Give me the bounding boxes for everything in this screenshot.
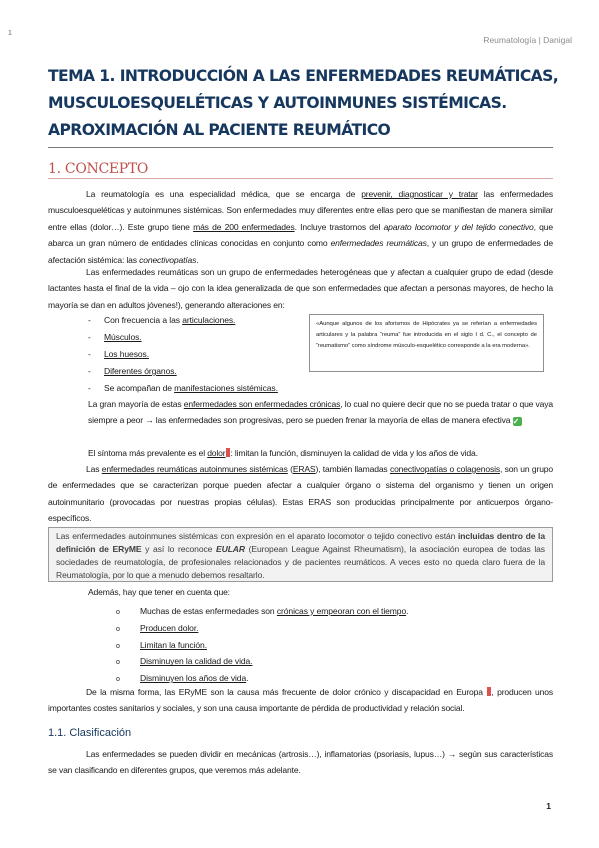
- text-run: Las enfermedades autoinmunes sistémicas con expresión en el aparato locomotor o tejido conectivo están: [56, 531, 459, 541]
- text-run: De la misma forma, las ERyME son la causa más frecuente de dolor crónico y discapacidad en Europa: [86, 687, 487, 697]
- underlined-text: ERAS: [292, 464, 316, 474]
- paragraph-chronic: [88, 396, 553, 429]
- paragraph-heterogeneous: Las enfermedades reumáticas son un grupo de enfermedades heterogéneas que y afectan a cualquier grupo de edad (desde lactantes hasta el final de la vida – ojo con la idea generalizada de que son enfermedades que afectan a personas mayores, de hecho la mayoría se dan en adultos jóvenes!), generando alteraciones en:: [48, 267, 553, 310]
- list-item: [116, 621, 408, 638]
- text-run: y así lo reconoce: [141, 544, 217, 554]
- paragraph-classification: Las enfermedades se pueden dividir en mecánicas (artrosis…), inflamatorias (psoriasis, lupus…) → según sus características se van clasificando en diferentes grupos, que veremos más adelante.: [48, 749, 553, 776]
- underlined-text: enfermedades reumáticas autoinmunes sistémicas: [101, 464, 288, 474]
- underlined-text: dolor: [207, 448, 226, 458]
- text-run: , y un grupo de enfermedades de afectación sistémica: las: [48, 238, 553, 265]
- underlined-text: prevenir, diagnosticar y tratar: [361, 189, 478, 199]
- paragraph-europe: [48, 684, 553, 717]
- underlined-text: Disminuyen la calidad de vida.: [140, 656, 253, 667]
- text-run: , lo cual no quiere decir que no se pueda tratar o que vaya siempre a peor → las enfermedades son progresivas, pero se pueden frenar la mayoría de ellas de manera efectiva: [88, 399, 554, 426]
- text-run: Muchas de estas enfermedades son: [140, 606, 277, 616]
- italic-text: aparato locomotor y del tejido conectivo: [383, 221, 534, 232]
- document-title: [48, 63, 568, 144]
- italic-text: enfermedades reumáticas: [330, 238, 427, 249]
- bullet-dash: -: [88, 315, 91, 325]
- list-item: [116, 654, 408, 671]
- bullet-dash: -: [88, 332, 91, 342]
- text-run: (European League Against Rheumatism), la asociación europea de todas las sociedades de reumatología, de profesionales relacionados y de pacientes reumáticos. A veces esto no queda claro fuera de la Reumatología, por lo que a menudo debemos resaltarlo.: [56, 544, 545, 580]
- paragraph-pain: [88, 445, 553, 461]
- underlined-text: Diferentes órganos.: [104, 366, 177, 376]
- title-line-3: APROXIMACIÓN AL PACIENTE REUMÁTICO: [48, 121, 391, 139]
- title-divider: [48, 147, 553, 148]
- list-item: [88, 380, 303, 397]
- text-run: . Incluye trastornos del: [294, 221, 384, 232]
- text-run: .: [406, 606, 409, 616]
- alterations-list: [88, 312, 303, 397]
- title-line-1: TEMA 1. INTRODUCCIÓN A LAS ENFERMEDADES REUMÁTICAS,: [48, 67, 559, 85]
- text-run: La gran mayoría de estas: [88, 399, 184, 409]
- corner-page-marker: 1: [8, 30, 12, 37]
- list-item: [88, 363, 303, 380]
- title-line-2: MUSCULOESQUELÉTICAS Y AUTOINMUNES SISTÉMICAS.: [48, 94, 507, 112]
- bullet-dash: -: [88, 349, 91, 359]
- page-number: 1: [546, 801, 551, 811]
- running-header: Reumatología | Danigal: [483, 35, 572, 45]
- text-run: .: [246, 673, 249, 684]
- underlined-text: Limitan la función.: [140, 639, 207, 650]
- list-item: [88, 312, 303, 329]
- list-item: [116, 604, 408, 621]
- text-run: (: [287, 464, 293, 474]
- text-run: Se acompañan de: [104, 383, 175, 393]
- list-item: [116, 638, 408, 655]
- paragraph-definition: [48, 186, 553, 268]
- text-run: .: [196, 254, 199, 265]
- bullet-circle: o: [116, 625, 120, 633]
- list-item: [88, 346, 303, 363]
- text-run: las enfermedades musculoesqueléticas y autoinmunes sistémicas. Son enfermedades muy diferentes entre ellas pero que se manifiestan de manera similar entre ellas (dolor…). Este grupo tiene: [48, 189, 553, 232]
- eular-highlight-box: [48, 527, 553, 582]
- underlined-text: Los huesos.: [104, 349, 149, 359]
- text-run: , producen unos importantes costes sanitarios y sociales, y son una causa importante de pérdida de productividad y relación social.: [48, 687, 553, 714]
- bullet-dash: -: [88, 383, 91, 393]
- italic-text: conectivopatías: [139, 254, 197, 265]
- paragraph-eras: [48, 461, 553, 527]
- check-mark-icon: ✓: [513, 417, 522, 426]
- hippocrates-quote-box: «Aunque algunos de los aforismos de Hipócrates ya se referían a enfermedades articulares y la palabra “reuma” fue introducida en el siglo I d. C., el concepto de “reumatismo” como síndrome músculo-esquelético corresponde a la era moderna».: [309, 314, 544, 372]
- text-run: : limitan la función, disminuyen la calidad de vida y los años de vida.: [230, 448, 478, 458]
- text-run: , que abarca un gran número de entidades clínicas conocidas en conjunto como: [48, 221, 553, 249]
- underlined-text: Disminuyen los años de vida: [140, 673, 247, 684]
- bullet-circle: o: [116, 659, 120, 667]
- bullet-circle: o: [116, 609, 120, 616]
- bold-italic-text: EULAR: [216, 544, 245, 554]
- underlined-text: Producen dolor.: [140, 622, 199, 633]
- bold-text: incluidas dentro de la definición de ERyME: [56, 531, 545, 554]
- text-run: La reumatología es una especialidad médica, que se encarga de: [86, 189, 362, 199]
- subsection-heading-clasificacion: 1.1. Clasificación: [48, 727, 132, 739]
- text-run: El síntoma más prevalente es el: [88, 448, 208, 458]
- considerations-list: [116, 604, 408, 688]
- underlined-text: más de 200 enfermedades: [193, 221, 295, 232]
- bullet-circle: o: [116, 676, 120, 684]
- bullet-dash: -: [88, 366, 91, 376]
- list-item: [88, 329, 303, 346]
- underlined-text: enfermedades son enfermedades crónicas: [183, 399, 341, 409]
- bullet-circle: o: [116, 642, 120, 650]
- text-run: , son un grupo de enfermedades que se caracterizan porque pueden afectar a cualquier órgano o sistema del organismo y tienen un origen autoinmunitario (provocadas por nuestras propias células). Estas ERAS son producidas principalmente por anticuerpos órgano-específicos.: [48, 464, 554, 524]
- text-run: Con frecuencia a las: [104, 315, 183, 325]
- underlined-text: manifestaciones sistémicas.: [174, 383, 278, 393]
- underlined-text: crónicas y empeoran con el tiempo: [276, 606, 407, 616]
- underlined-text: conectivopatías o colagenosis: [389, 464, 500, 474]
- underlined-text: articulaciones.: [182, 315, 236, 325]
- underlined-text: Músculos.: [104, 332, 142, 342]
- section-heading-concepto: 1. CONCEPTO: [48, 161, 149, 177]
- section-heading-divider: [48, 178, 553, 179]
- text-run: ), también llamadas: [315, 464, 390, 474]
- text-run: Las: [86, 464, 102, 474]
- paragraph-considerations-intro: Además, hay que tener en cuenta que:: [88, 587, 230, 597]
